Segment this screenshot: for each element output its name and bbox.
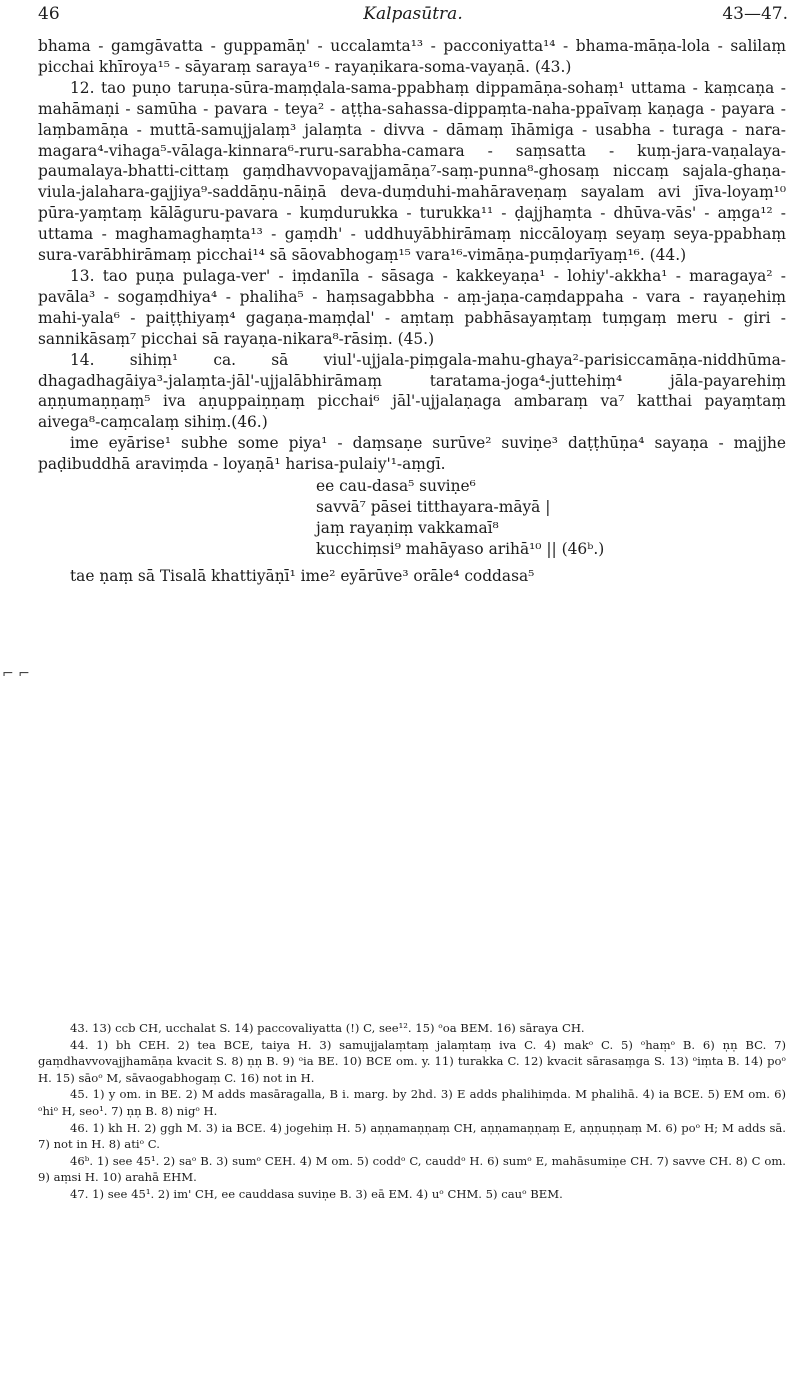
footnote-43: 43. 13) ccb CH, ucchalat S. 14) paccovaliyatta (!) C, see¹². 15) ᵒoa BEM. 16) sāraya CH. xyxy=(70,1021,585,1035)
paragraph-43: bhama - gamgāvatta - guppamāṇ' - uccalamta¹³ - pacconiyatta¹⁴ - bhama-māṇa-lola - salilaṃ picchai khīroya¹⁵ - sāyaraṃ saraya¹⁶ - rayaṇikara-soma-vayaṇā. (43.) xyxy=(38,37,786,76)
section-range: 43—47. xyxy=(722,4,788,24)
margin-mark: ⌐ ⌐ xyxy=(2,666,30,682)
verse-line: ee cau-dasa⁵ suviṇe⁶ xyxy=(316,477,476,496)
footnote-45: 45. 1) y om. in BE. 2) M adds masāragalla, B i. marg. by 2hd. 3) E adds phalihiṃda. M phalihā. 4) ia BCE. 5) EM om. 6) ᵒhiᵒ H, seo¹. 7) ṇṇ B. 8) nigᵒ H. xyxy=(38,1087,786,1118)
running-header xyxy=(38,4,788,32)
footnote-44: 44. 1) bh CEH. 2) tea BCE, taiya H. 3) samujjalaṃtaṃ jalaṃtaṃ iva C. 4) makᵒ C. 5) ᵒhaṃᵒ B. 6) ṇṇ BC. 7) gaṃdhavvovajjhamāṇa kvacit S. 8) ṇṇ B. 9) ᵒia BE. 10) BCE om. y. 11) turakka C. 12) kvacit sārasaṃga S. 13) ᵒiṃta B. 14) poᵒ H. 15) sāoᵒ M, sāvaogabhogaṃ C. 16) not in H. xyxy=(38,1037,786,1085)
page-number: 46 xyxy=(38,4,60,24)
verse-block xyxy=(38,476,786,560)
verse-line: jaṃ rayaṇiṃ vakkamaī⁸ xyxy=(316,518,499,537)
main-text xyxy=(38,36,786,587)
paragraph-44: 12. tao puṇo taruṇa-sūra-maṃḍala-sama-ppabhaṃ dippamāṇa-sohaṃ¹ uttama - kaṃcaṇa - mahāmaṇi - samūha - pavara - teya² - aṭṭha-sahassa-dippaṃta-naha-ppaīvaṃ kaṇaga - payara - laṃbamāṇa - muttā-samujjalaṃ³ jalaṃta - divva - dāmaṃ īhāmiga - usabha - turaga - nara-magara⁴-vihaga⁵-vālaga-kinnara⁶-ruru-sarabha-camara - saṃsatta - kuṃ-jara-vaṇalaya-paumalaya-bhatti-cittaṃ gaṃdhavvopavajjamāṇa⁷-saṃ-punna⁸-ghosaṃ niccaṃ sajala-ghaṇa-viula-jalahara-gajjiya⁹-saddāṇu-nāiṇā deva-duṃduhi-mahāraveṇaṃ sayalam avi jīva-loyaṃ¹⁰ pūra-yaṃtaṃ kālāguru-pavara - kuṃdurukka - turukka¹¹ - ḍajjhaṃta - dhūva-vās' - aṃga¹² - uttama - maghamaghaṃta¹³ - gaṃdh' - uddhuyābhirāmaṃ niccāloyaṃ seyaṃ seya-ppabhaṃ sura-varābhirāmaṃ picchai¹⁴ sā sāovabhogaṃ¹⁵ vara¹⁶-vimāṇa-puṃḍarīyaṃ¹⁶. (44.) xyxy=(38,78,786,265)
paragraph-46-continued: ime eyārise¹ subhe some piya¹ - daṃsaṇe surūve² suviṇe³ daṭṭhūṇa⁴ sayaṇa - majjhe paḍibuddhā araviṃda - loyaṇā¹ harisa-pulaiy'¹-aṃgī. xyxy=(38,434,786,474)
paragraph-46: 14. sihiṃ¹ ca. sā viul'-ujjala-piṃgala-mahu-ghaya²-parisiccamāṇa-niddhūma-dhagadhagāiya³-jalaṃta-jāl'-ujjalābhirāmaṃ taratama-joga⁴-juttehiṃ⁴ jāla-payarehiṃ aṇṇumaṇṇaṃ⁵ iva aṇuppaiṇṇaṃ picchai⁶ jāl'-ujjalaṇaga ambaraṃ va⁷ katthai payaṃtaṃ aivega⁸-caṃcalaṃ sihiṃ.(46.) xyxy=(38,350,786,432)
running-title: Kalpasūtra. xyxy=(363,4,463,24)
verse-line: savvā⁷ pāsei titthayara-māyā | xyxy=(316,497,551,516)
footnote-46b: 46ᵇ. 1) see 45¹. 2) saᵒ B. 3) sumᵒ CEH. 4) M om. 5) coddᵒ C, cauddᵒ H. 6) sumᵒ E, mahāsumiṇe CH. 7) savve CH. 8) C om. 9) aṃsi H. 10) arahā EHM. xyxy=(38,1153,786,1185)
footnotes xyxy=(38,1020,786,1203)
footnote-46: 46. 1) kh H. 2) ggh M. 3) ia BCE. 4) jogehiṃ H. 5) aṇṇamaṇṇaṃ CH, aṇṇamaṇṇaṃ E, aṇṇuṇṇaṃ M. 6) poᵒ H; M adds sā. 7) not in H. 8) atiᵒ C. xyxy=(38,1120,786,1152)
footnote-47: 47. 1) see 45¹. 2) im' CH, ee cauddasa suviṇe B. 3) eā EM. 4) uᵒ CHM. 5) cauᵒ BEM. xyxy=(70,1186,563,1201)
paragraph-47: tae ṇaṃ sā Tisalā khattiyāṇī¹ ime² eyārūve³ orāle⁴ coddasa⁵ xyxy=(70,566,535,585)
verse-line: kucchiṃsi⁹ mahāyaso arihā¹⁰ || (46ᵇ.) xyxy=(316,539,605,558)
paragraph-45: 13. tao puṇa pulaga-ver' - iṃdanīla - sāsaga - kakkeyaṇa¹ - lohiy'-akkha¹ - maragaya² - pavāla³ - sogaṃdhiya⁴ - phaliha⁵ - haṃsagabbha - aṃ-jaṇa-caṃdappaha - vara - rayaṇehiṃ mahi-yala⁶ - paiṭṭhiyaṃ⁴ gagaṇa-maṃḍal' - aṃtaṃ pabhāsayaṃtaṃ tuṃgaṃ meru - giri - sannikāsaṃ⁷ picchai sā rayaṇa-nikara⁸-rāsiṃ. (45.) xyxy=(38,266,786,348)
